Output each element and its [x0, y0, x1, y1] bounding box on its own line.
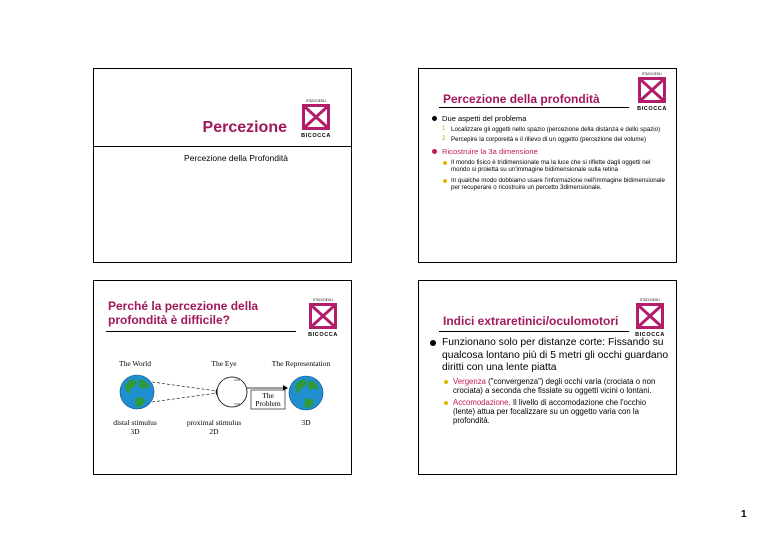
svg-text:STUDI DEGLI: STUDI DEGLI	[641, 72, 663, 76]
label-distal-dim: 3D	[130, 427, 140, 436]
bullet-icon	[432, 149, 437, 154]
slide-title-text: Percezione	[202, 119, 287, 136]
bullet-item: Funzionano solo per distanze corte: Fissando su qualcosa lontano più di 5 metri gli occhi guardano diritti con una lente piatta	[429, 337, 669, 375]
slide-oculomotor-cues	[418, 280, 677, 475]
sub-bullet-icon	[444, 380, 448, 384]
bullet-item: Due aspetti del problema	[431, 114, 667, 123]
sub-bullet-item: 1 Localizzare gli oggetti nello spazio (percezione della distanza e dello spazio)	[442, 126, 661, 133]
label-problem-2: Problem	[255, 399, 281, 408]
label-proximal: proximal stimulus	[186, 418, 242, 427]
divider	[439, 331, 629, 332]
sub-bullet-icon	[443, 161, 447, 165]
sub-bullet-item: Accomodazione. Il livello di accomodazione che l'occhio (lente) attua per focalizzare su un oggetto varia con la profondità.	[429, 398, 669, 426]
label-problem-1: The	[262, 391, 274, 400]
sub-bullet-icon	[444, 401, 448, 405]
svg-text:STUDI DEGLI: STUDI DEGLI	[639, 298, 661, 302]
bicocca-seal-icon	[633, 71, 671, 113]
label-representation: The Representation	[271, 359, 331, 368]
bicocca-seal-icon	[631, 297, 669, 339]
label-rep-dim: 3D	[301, 418, 311, 427]
bullet-icon	[432, 116, 437, 121]
bullet-icon	[430, 340, 436, 346]
slide-heading: Indici extraretinici/oculomotori	[443, 314, 619, 328]
svg-text:BICOCCA: BICOCCA	[637, 106, 667, 112]
slide-content	[429, 337, 669, 429]
number-marker: 2	[442, 136, 446, 143]
slide-title	[93, 68, 352, 263]
number-marker: 1	[442, 126, 446, 132]
sub-bullet-item: Vergenza ("convergenza") degli occhi varia (crociata o non crociata) a seconda che fissiate su oggetti vicini o lontani.	[429, 377, 669, 395]
sub-bullet-item: Il mondo fisico è tridimensionale ma la luce che si riflette dagli oggetti nel mondo si proietta su un'immagine bidimensionale sulla retina	[431, 159, 667, 174]
slide-heading: Percezione della profondità	[443, 92, 600, 106]
divider	[106, 331, 296, 332]
university-logo	[633, 71, 671, 113]
eye-icon	[216, 377, 247, 407]
university-logo	[297, 98, 335, 140]
svg-text:STUDI DEGLI: STUDI DEGLI	[312, 298, 334, 302]
svg-text:BICOCCA: BICOCCA	[301, 133, 331, 139]
globe-world-icon	[120, 375, 154, 409]
svg-text:STUDI DEGLI: STUDI DEGLI	[305, 99, 327, 103]
label-world: The World	[119, 359, 151, 368]
university-logo	[304, 297, 342, 339]
page-number: 1	[741, 509, 747, 520]
label-proximal-dim: 2D	[209, 427, 219, 436]
divider	[439, 107, 629, 108]
perception-diagram	[106, 353, 342, 453]
slide-heading: Perché la percezione della profondità è difficile?	[108, 299, 259, 327]
sub-bullet-icon	[443, 179, 447, 183]
slide-content	[431, 114, 667, 194]
sub-bullet-item: 2 Percepire la corporeità e il rilievo di un oggetto (percezione del volume)	[442, 136, 647, 144]
bicocca-seal-icon	[304, 297, 342, 339]
slide-subtitle: Percezione della Profondità	[184, 153, 288, 163]
bicocca-seal-icon	[297, 98, 335, 140]
divider	[94, 146, 351, 147]
label-eye: The Eye	[211, 359, 237, 368]
slide-why-difficult	[93, 280, 352, 475]
svg-text:BICOCCA: BICOCCA	[308, 332, 338, 338]
slide-depth-perception	[418, 68, 677, 263]
label-distal: distal stimulus	[113, 418, 157, 427]
globe-representation-icon	[289, 376, 323, 410]
bullet-item: Ricostruire la 3a dimensione	[431, 147, 667, 156]
university-logo	[631, 297, 669, 339]
svg-text:BICOCCA: BICOCCA	[635, 332, 665, 338]
sub-bullet-item: In qualche modo dobbiamo usare l'informazione nell'immagine bidimensionale per recuperare o ricostruire un percetto 3dimensionale.	[431, 177, 667, 192]
